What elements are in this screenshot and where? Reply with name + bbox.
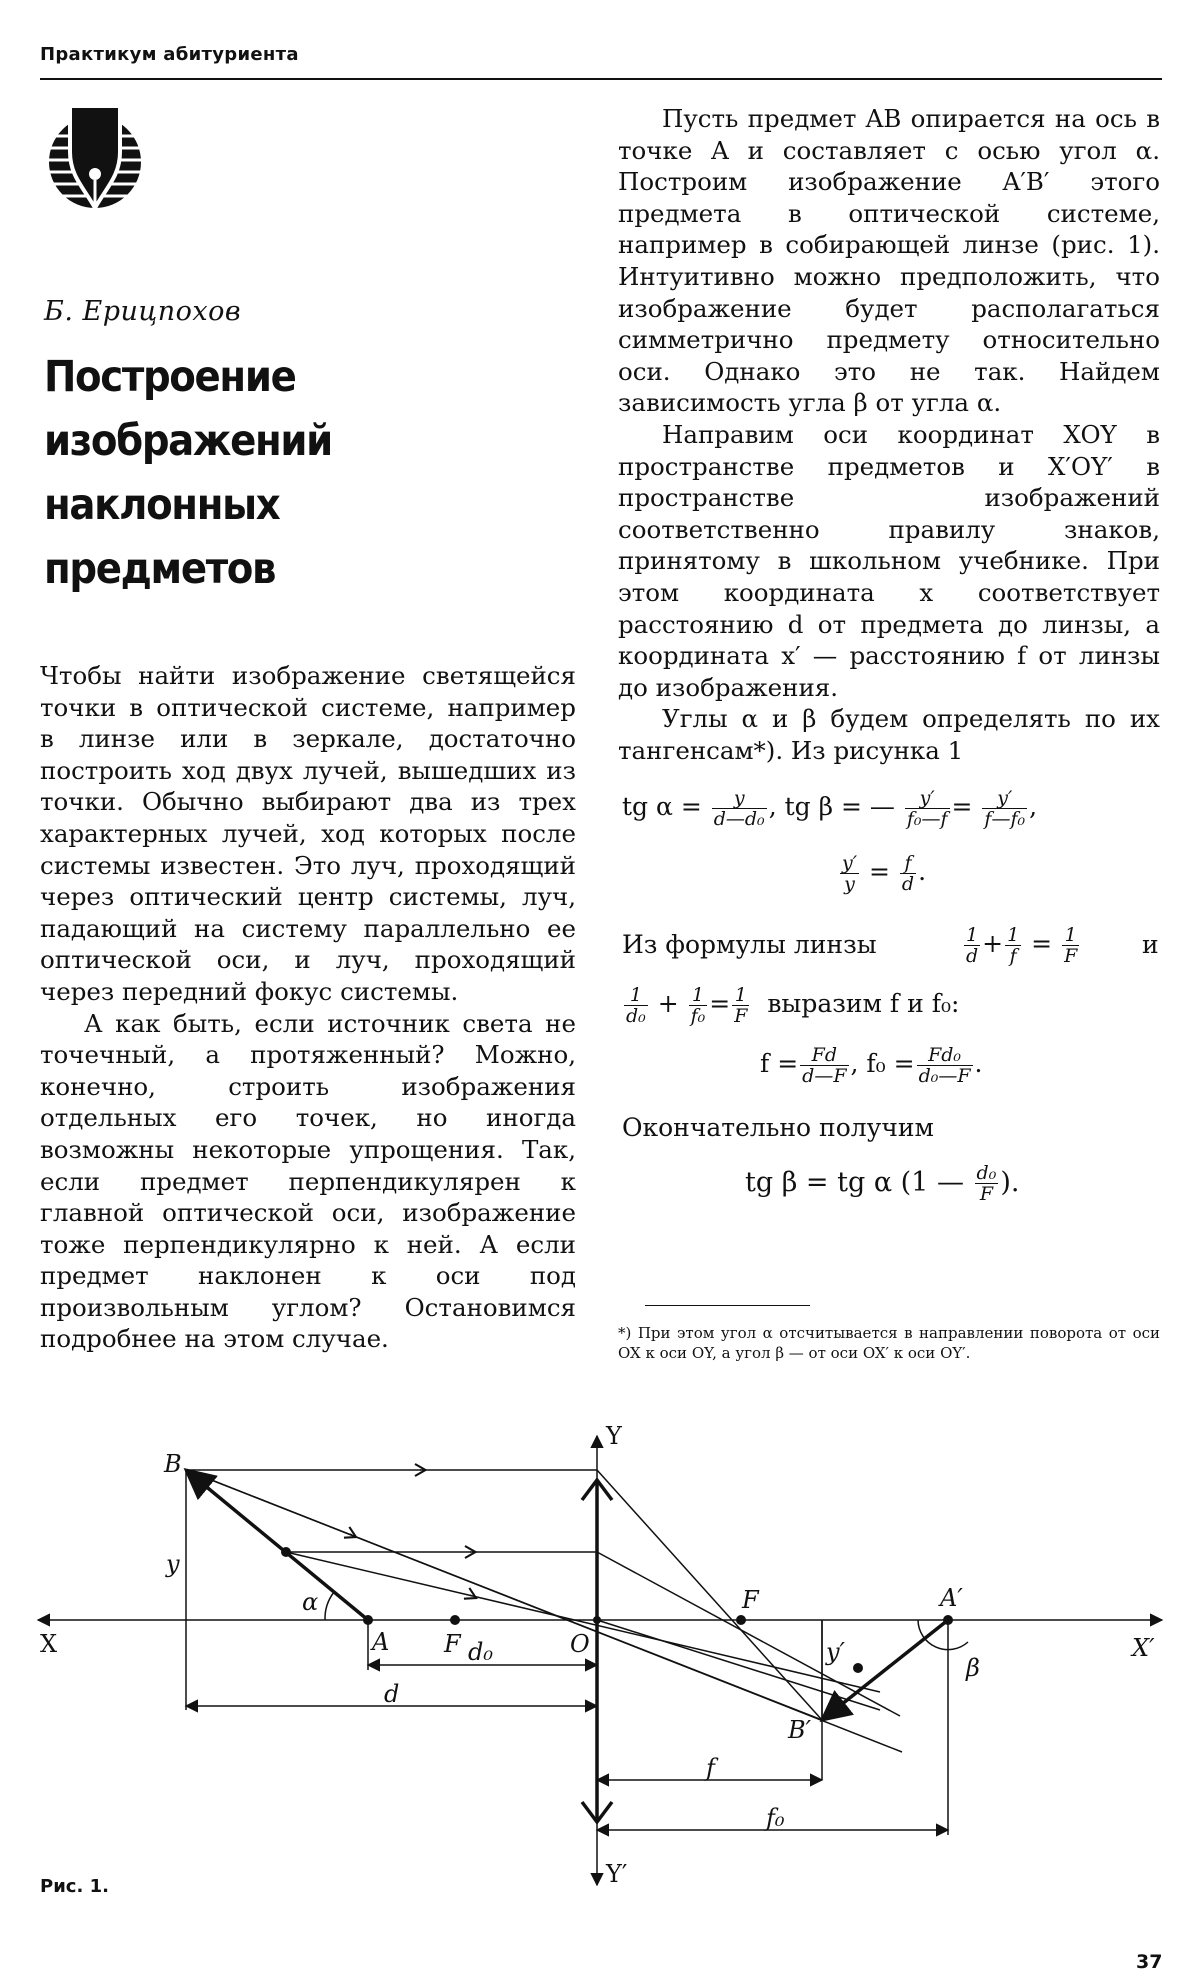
paragraph: Углы α и β будем определять по их тангенсам*). Из рисунка 1 — [618, 704, 1160, 765]
formula-text: = — [951, 792, 973, 821]
fraction: $\frac{1}{f}$ — [1007, 924, 1020, 967]
final-formula — [745, 1163, 1019, 1204]
fraction: $\frac{\text{Fd₀}}{\text{d₀—F}}$ — [918, 1044, 971, 1087]
lens-formula-1 — [962, 925, 1081, 966]
point-A-prime — [943, 1615, 953, 1625]
label-B-prime: B′ — [788, 1716, 812, 1744]
label-O: O — [570, 1630, 590, 1658]
lens-formula-intro — [622, 930, 877, 959]
paragraph: Направим оси координат XOY в пространстве предметов и X′OY′ в пространстве изображений соответственно правилу знаков, принятому в школьном учебнике. При этом координата x соответствует расстоянию d от предмета до линзы, а координата x′ — расстоянию f от линзы до изображения. — [618, 419, 1160, 702]
ray — [597, 1470, 822, 1720]
fraction: $\frac{Fd}{d—F}$ — [802, 1044, 847, 1087]
label-X-prime: X′ — [1132, 1634, 1155, 1662]
label-A-prime: A′ — [940, 1584, 963, 1612]
formula-text: tg α = — [622, 792, 702, 821]
formula-f-f0 — [760, 1045, 983, 1086]
formula-text: Из формулы линзы — [622, 930, 877, 959]
lens-and — [1142, 930, 1159, 959]
image-AB — [822, 1620, 948, 1720]
formula-text: = — [709, 989, 731, 1018]
fraction: $\frac{f}{d}$ — [901, 852, 915, 895]
point-A — [363, 1615, 373, 1625]
paragraph: Пусть предмет AB опирается на ось в точке A и составляет с осью угол α. Построим изображение A′B′ этого предмета в оптической системе, например в собирающей линзе (рис. 1). Интуитивно можно предположить, что изображение будет располагаться симметрично предмету относительно оси. Однако это не так. Найдем зависимость угла β от угла α. — [618, 104, 1160, 418]
lens-diagram — [0, 1420, 1200, 1890]
label-F-right: F — [742, 1586, 759, 1614]
formula-text: и — [1142, 930, 1159, 959]
label-Y-prime: Y′ — [606, 1860, 628, 1888]
label-d: d — [384, 1680, 400, 1708]
point-F-left — [450, 1615, 460, 1625]
page-number: 37 — [1136, 1951, 1163, 1973]
alpha-arc — [325, 1592, 334, 1620]
label-f: f — [706, 1754, 715, 1782]
fraction: $\frac{1}{\text{f₀}}$ — [690, 984, 706, 1027]
footnote-rule — [645, 1305, 810, 1306]
object-AB — [186, 1470, 368, 1620]
formula-text: выразим f и f₀: — [767, 989, 960, 1018]
label-alpha: α — [302, 1588, 319, 1616]
title-line: изображений — [44, 416, 332, 466]
formula-text: tg β = tg α (1 — — [745, 1167, 964, 1198]
point-O — [593, 1616, 601, 1624]
fraction: $\frac{y'}{\text{f—f₀}}$ — [984, 787, 1026, 830]
formula-text: = — [1031, 929, 1053, 958]
formula-tangents — [622, 788, 1037, 829]
label-A: A — [372, 1628, 390, 1656]
fraction: $\frac{y}{\text{d—d₀}}$ — [713, 787, 765, 830]
label-beta: β — [966, 1654, 980, 1682]
formula-text: ). — [1000, 1167, 1020, 1198]
figure-caption: Рис. 1. — [40, 1876, 109, 1897]
paragraph: Чтобы найти изображение светящейся точки в оптической системе, например в линзе или в зеркале, достаточно построить ход двух лучей, вышедших из точки. Обычно выбирают два из трех характерных лучей, ход которых после системы известен. Это луч, проходящий через оптический центр системы, луч, падающий на систему параллельно ее оптической оси, и луч, проходящий через передний фокус системы. — [40, 661, 576, 1006]
title-line: Построение — [44, 352, 296, 402]
fraction: $\frac{y'}{\text{f₀—f}}$ — [906, 787, 948, 830]
paragraph: А как быть, если источник света не точечный, а протяженный? Можно, конечно, строить изображения отдельных его точек, но иногда возможны некоторые упрощения. Так, если предмет перпендикулярен к главной оптической оси, изображение тоже перпендикулярно к ней. А если предмет наклонен к оси под произвольным углом? Остановимся подробнее на этом случае. — [40, 1008, 576, 1354]
formula-text: , f₀ = — [850, 1049, 915, 1078]
left-column — [40, 660, 576, 1355]
right-column — [618, 103, 1160, 766]
article-title — [44, 345, 332, 601]
fraction: $\frac{1}{\text{d₀}}$ — [626, 984, 646, 1027]
ray — [286, 1552, 880, 1692]
point-C — [281, 1547, 291, 1557]
ray — [470, 1595, 472, 1596]
formula-text: + — [982, 929, 1004, 958]
fraction: $\frac{1}{F}$ — [1064, 924, 1078, 967]
final-intro — [622, 1113, 934, 1142]
pen-nib-logo-icon — [40, 104, 150, 214]
label-y-prime: y′ — [826, 1638, 846, 1666]
label-Y: Y — [606, 1422, 622, 1450]
fraction: $\frac{1}{F}$ — [734, 984, 748, 1027]
label-F-left: F — [444, 1630, 461, 1658]
formula-text: , tg β = — — [768, 792, 895, 821]
header-rule — [40, 78, 1162, 80]
fraction: $\frac{1}{d}$ — [966, 924, 979, 967]
section-title: Практикум абитуриента — [40, 44, 299, 65]
point-C-prime — [853, 1663, 863, 1673]
formula-text: , — [1029, 792, 1038, 821]
formula-ratio — [838, 853, 926, 894]
formula-text: . — [974, 1049, 983, 1078]
lens-formula-2 — [622, 985, 959, 1026]
label-y: y — [166, 1550, 180, 1578]
title-line: предметов — [44, 544, 276, 594]
label-f0: f₀ — [766, 1804, 785, 1832]
author: Б. Ерицпохов — [44, 296, 242, 327]
fraction: $\frac{y'}{y}$ — [842, 852, 858, 895]
formula-text: Окончательно получим — [622, 1113, 934, 1142]
fraction: $\frac{\text{d₀}}{F}$ — [976, 1162, 997, 1205]
formula-text: . — [918, 857, 927, 886]
formula-text: = — [869, 857, 890, 886]
footnote: *) При этом угол α отсчитывается в направлении поворота от оси OX к оси OY, а угол β — от оси OX′ к оси OY′. — [618, 1324, 1160, 1362]
formula-text: f = — [760, 1049, 799, 1078]
point-F-right — [736, 1615, 746, 1625]
ray — [186, 1470, 902, 1752]
label-X: X — [40, 1630, 58, 1658]
title-line: наклонных — [44, 480, 280, 530]
formula-text: + — [657, 989, 679, 1018]
label-B: B — [164, 1450, 182, 1478]
label-d0: d₀ — [468, 1638, 493, 1666]
